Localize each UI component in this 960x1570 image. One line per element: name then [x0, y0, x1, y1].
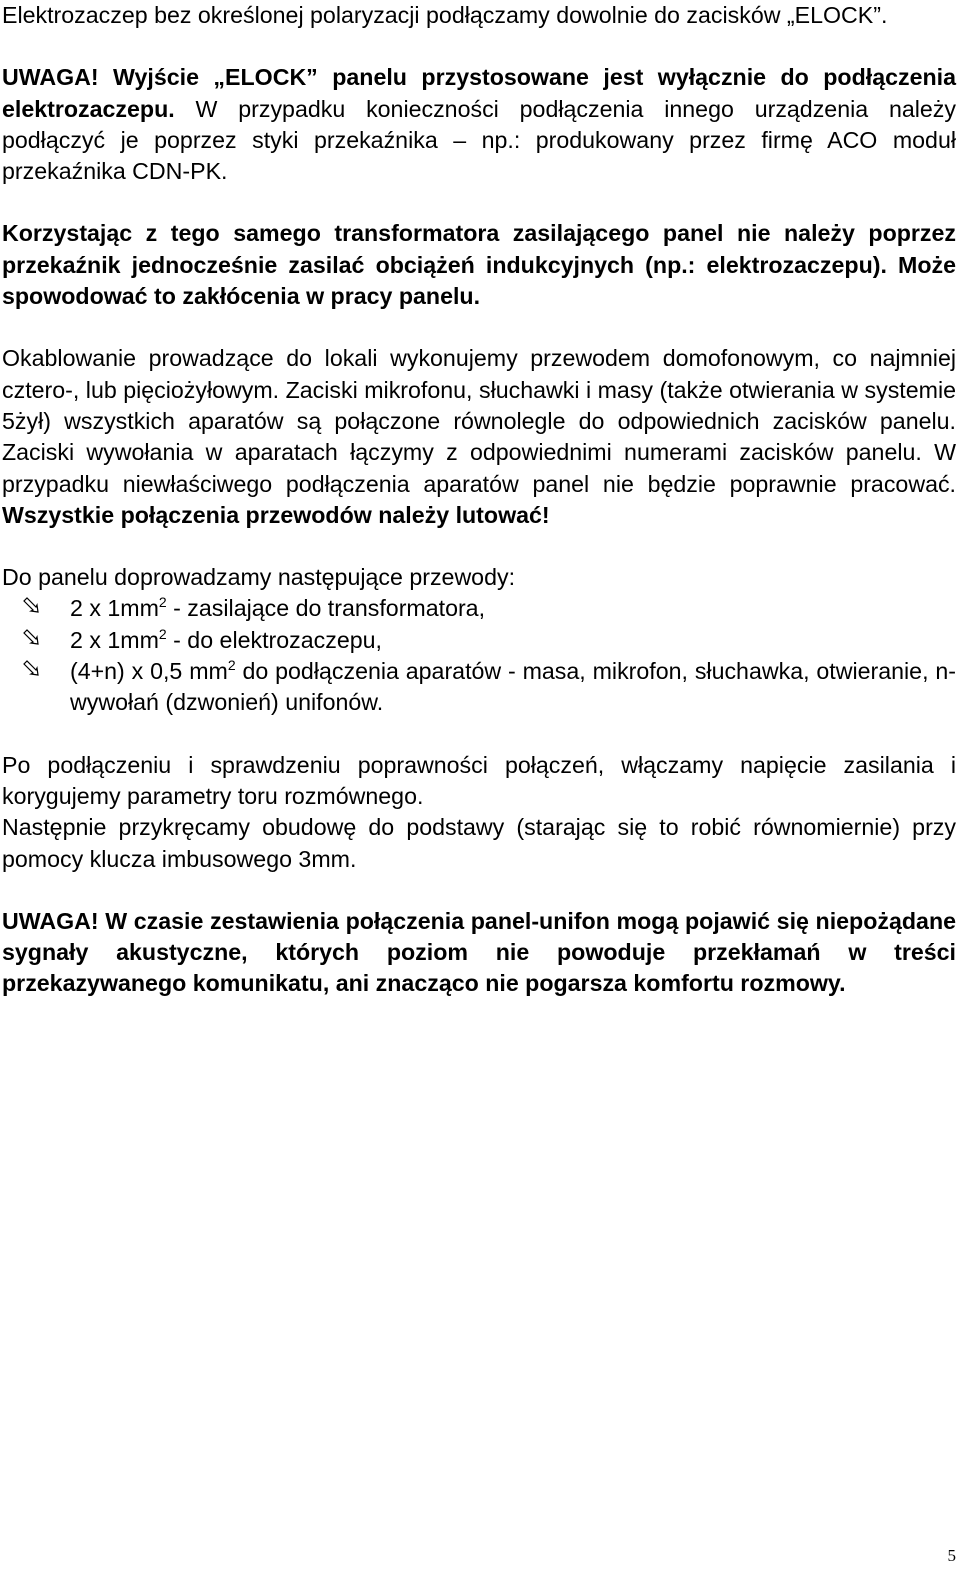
wire-purpose: - do elektrozaczepu, [166, 626, 382, 653]
list-item [2, 625, 956, 656]
list-item [2, 656, 956, 719]
spacer [2, 719, 956, 750]
paragraph-wiring [2, 343, 956, 531]
wires-list-intro: Do panelu doprowadzamy następujące przewody: [2, 564, 516, 591]
superscript: 2 [227, 657, 236, 674]
spacer [2, 875, 956, 906]
warning-elock-output: UWAGA! Wyjście „ELOCK” panelu przystosowane jest wyłącznie do podłączenia elektrozaczepu. [2, 64, 956, 122]
paragraph-mount-housing: Następnie przykręcamy obudowę do podstawy (starając się to robić równomiernie) przy pomocy klucza imbusowego 3mm. [2, 814, 956, 872]
page-number: 5 [947, 1546, 956, 1565]
spacer [2, 187, 956, 218]
wire-spec: (4+n) x 0,5 mm [70, 658, 228, 685]
spacer [2, 312, 956, 343]
paragraph-inductive-load-warning: Korzystając z tego samego transformatora zasilającego panel nie należy poprzez przekaźnik jednocześnie zasilać obciążeń indukcyjnych (np.: elektrozaczepu). Może spowodować to zakłócenia w pracy panelu. [2, 220, 956, 310]
wire-spec: 2 x 1mm [70, 595, 159, 622]
paragraph-acoustic-warning: UWAGA! W czasie zestawienia połączenia panel-unifon mogą pojawić się niepożądane sygnały akustyczne, których poziom nie powoduje przekłamań w treści przekazywanego komunikatu, ani znacząco nie pogarsza komfortu rozmowy. [2, 907, 956, 997]
wire-purpose: do podłączenia aparatów - masa, mikrofon, słuchawka, otwieranie, n-wywołań (dzwonień) unifonów. [70, 658, 957, 716]
hollow-arrow-bullet-icon [22, 660, 40, 678]
superscript: 2 [158, 625, 167, 642]
paragraph-power-on: Po podłączeniu i sprawdzeniu poprawności połączeń, włączamy napięcie zasilania i korygujemy parametry toru rozmównego. [2, 751, 956, 809]
soldering-requirement: Wszystkie połączenia przewodów należy lutować! [2, 501, 550, 528]
wires-list [2, 593, 956, 718]
paragraph-elock-polarity: Elektrozaczep bez określonej polaryzacji podłączamy dowolnie do zacisków „ELOCK”. [2, 2, 888, 28]
wire-purpose: - zasilające do transformatora, [166, 595, 486, 622]
wire-spec: 2 x 1mm [70, 626, 159, 653]
hollow-arrow-bullet-icon [22, 597, 40, 615]
wiring-description: Okablowanie prowadzące do lokali wykonujemy przewodem domofonowym, co najmniej cztero-, lub pięciożyłowym. Zaciski mikrofonu, słuchawki i masy (także otwierania w systemie 5żył) wszystkich aparatów są połączone równolegle do odpowiednich zacisków panelu. Zaciski wywołania w aparatach łączymy z odpowiednimi numerami zacisków panelu. W przypadku niewłaściwego podłączenia aparatów panel nie będzie poprawnie pracować. [2, 345, 956, 497]
document-page [2, 0, 956, 1000]
paragraph-elock-warning [2, 62, 956, 187]
list-item [2, 593, 956, 624]
relay-connection-note: W przypadku konieczności podłączenia innego urządzenia należy podłączyć je poprzez styki przekaźnika – np.: produkowany przez firmę ACO moduł przekaźnika CDN-PK. [2, 95, 956, 185]
spacer [2, 531, 956, 562]
spacer [2, 31, 956, 62]
superscript: 2 [158, 594, 167, 611]
hollow-arrow-bullet-icon [22, 629, 40, 647]
